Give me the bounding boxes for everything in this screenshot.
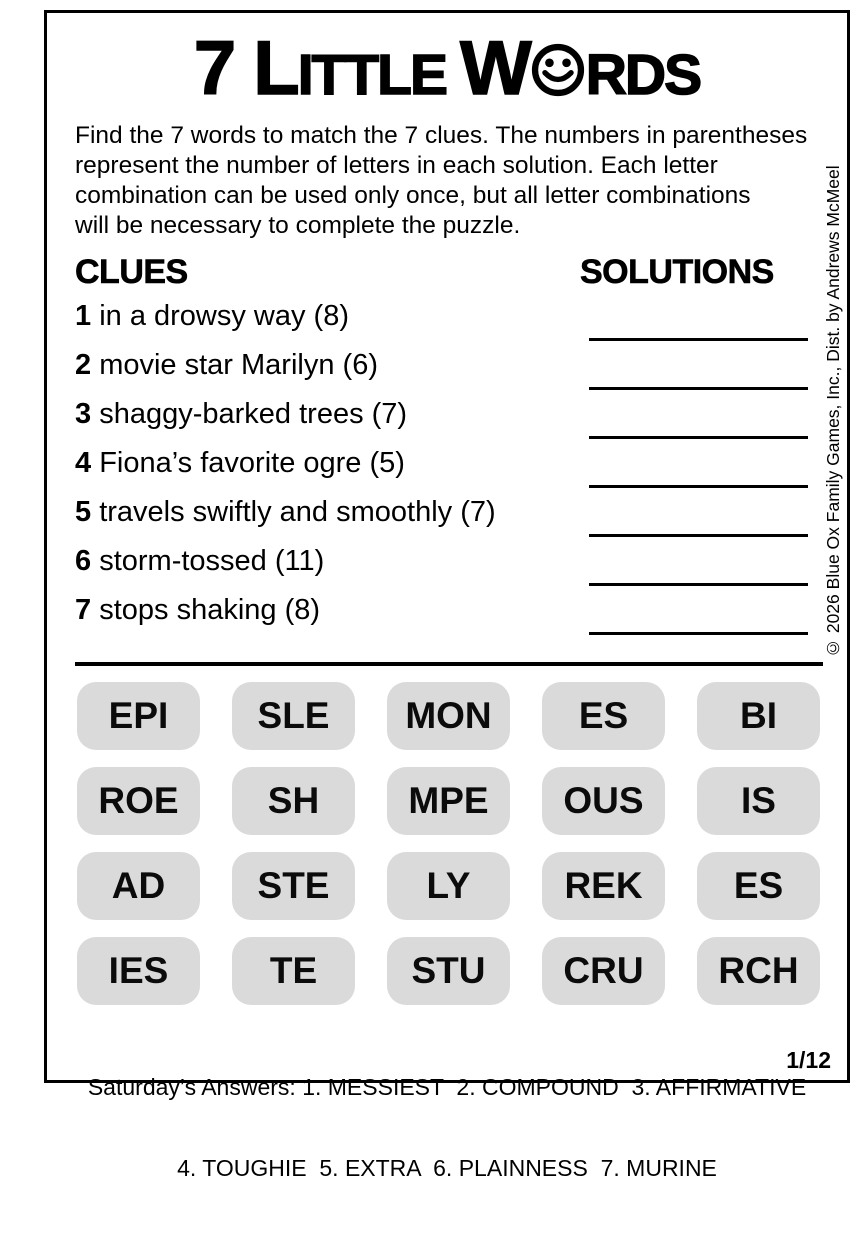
solution-blank-line-3 (589, 436, 808, 439)
previous-answers-line: Saturday’s Answers: 1. MESSIEST 2. COMPOUND 3. AFFIRMATIVE (87, 1074, 807, 1100)
letter-tile[interactable]: EPI (77, 682, 200, 750)
clue-number: 6 (75, 545, 92, 577)
page-title (47, 26, 847, 111)
clue-text: storm-tossed (11) (99, 545, 325, 577)
clue-number: 1 (75, 300, 92, 332)
letter-tile[interactable]: AD (77, 852, 200, 920)
letter-tile[interactable]: LY (387, 852, 510, 920)
clues-header: CLUES (75, 253, 188, 291)
letter-tile[interactable]: IES (77, 937, 200, 1005)
letter-tile[interactable]: ES (697, 852, 820, 920)
letter-tile[interactable]: CRU (542, 937, 665, 1005)
letter-tile[interactable]: REK (542, 852, 665, 920)
clue-text: Fiona’s favorite ogre (5) (99, 447, 405, 479)
letter-tile[interactable]: OUS (542, 767, 665, 835)
page-number: 1/12 (786, 1047, 831, 1073)
previous-answers-line: 4. TOUGHIE 5. EXTRA 6. PLAINNESS 7. MURINE (177, 1155, 717, 1181)
letter-tile[interactable]: IS (697, 767, 820, 835)
title-segment: W (460, 26, 530, 111)
clue-text: in a drowsy way (8) (99, 300, 350, 332)
instructions-line: will be necessary to complete the puzzle. (75, 212, 521, 239)
clue-number: 5 (75, 496, 92, 528)
clue-item-2 (75, 347, 378, 383)
clue-item-4 (75, 445, 405, 481)
letter-tile[interactable]: ES (542, 682, 665, 750)
instructions (75, 121, 807, 241)
letter-tile[interactable]: MON (387, 682, 510, 750)
clue-item-1 (75, 298, 349, 334)
clue-item-5 (75, 494, 496, 530)
copyright-notice: © 2026 Blue Ox Family Games, Inc., Dist. by Andrews McMeel (823, 165, 843, 658)
letter-tile[interactable]: SH (232, 767, 355, 835)
letter-tile[interactable]: TE (232, 937, 355, 1005)
solution-blank-line-7 (589, 632, 808, 635)
clue-item-6 (75, 543, 324, 579)
solution-blank-line-1 (589, 338, 808, 341)
clue-text: shaggy-barked trees (7) (99, 398, 408, 430)
clue-number: 3 (75, 398, 92, 430)
letter-tile[interactable]: STE (232, 852, 355, 920)
solution-blank-line-2 (589, 387, 808, 390)
title-segment: RDS (585, 43, 701, 107)
clue-number: 2 (75, 349, 92, 381)
title-segment: 7 L (193, 26, 298, 111)
instructions-line: Find the 7 words to match the 7 clues. The numbers in parentheses (75, 122, 808, 149)
instructions-line: represent the number of letters in each solution. Each letter (75, 152, 718, 179)
letter-tile[interactable]: RCH (697, 937, 820, 1005)
clue-number: 7 (75, 594, 92, 626)
clue-item-7 (75, 592, 320, 628)
letter-tile-grid (77, 682, 820, 1005)
letter-tile[interactable]: MPE (387, 767, 510, 835)
previous-answers (47, 1020, 847, 1236)
smiley-face-icon (531, 43, 585, 101)
letter-tile[interactable]: STU (387, 937, 510, 1005)
instructions-line: combination can be used only once, but all letter combinations (75, 182, 751, 209)
letter-tile[interactable]: BI (697, 682, 820, 750)
clue-text: travels swiftly and smoothly (7) (99, 496, 496, 528)
title-segment: ITTLE (297, 43, 447, 107)
solution-blank-line-5 (589, 534, 808, 537)
clue-number: 4 (75, 447, 92, 479)
clue-text: stops shaking (8) (99, 594, 321, 626)
letter-tile[interactable]: SLE (232, 682, 355, 750)
solutions-header: SOLUTIONS (580, 253, 774, 291)
solution-blank-line-4 (589, 485, 808, 488)
solution-blank-line-6 (589, 583, 808, 586)
separator-rule (75, 662, 823, 666)
clue-item-3 (75, 396, 407, 432)
puzzle-frame (44, 10, 850, 1181)
letter-tile[interactable]: ROE (77, 767, 200, 835)
clue-text: movie star Marilyn (6) (99, 349, 378, 381)
